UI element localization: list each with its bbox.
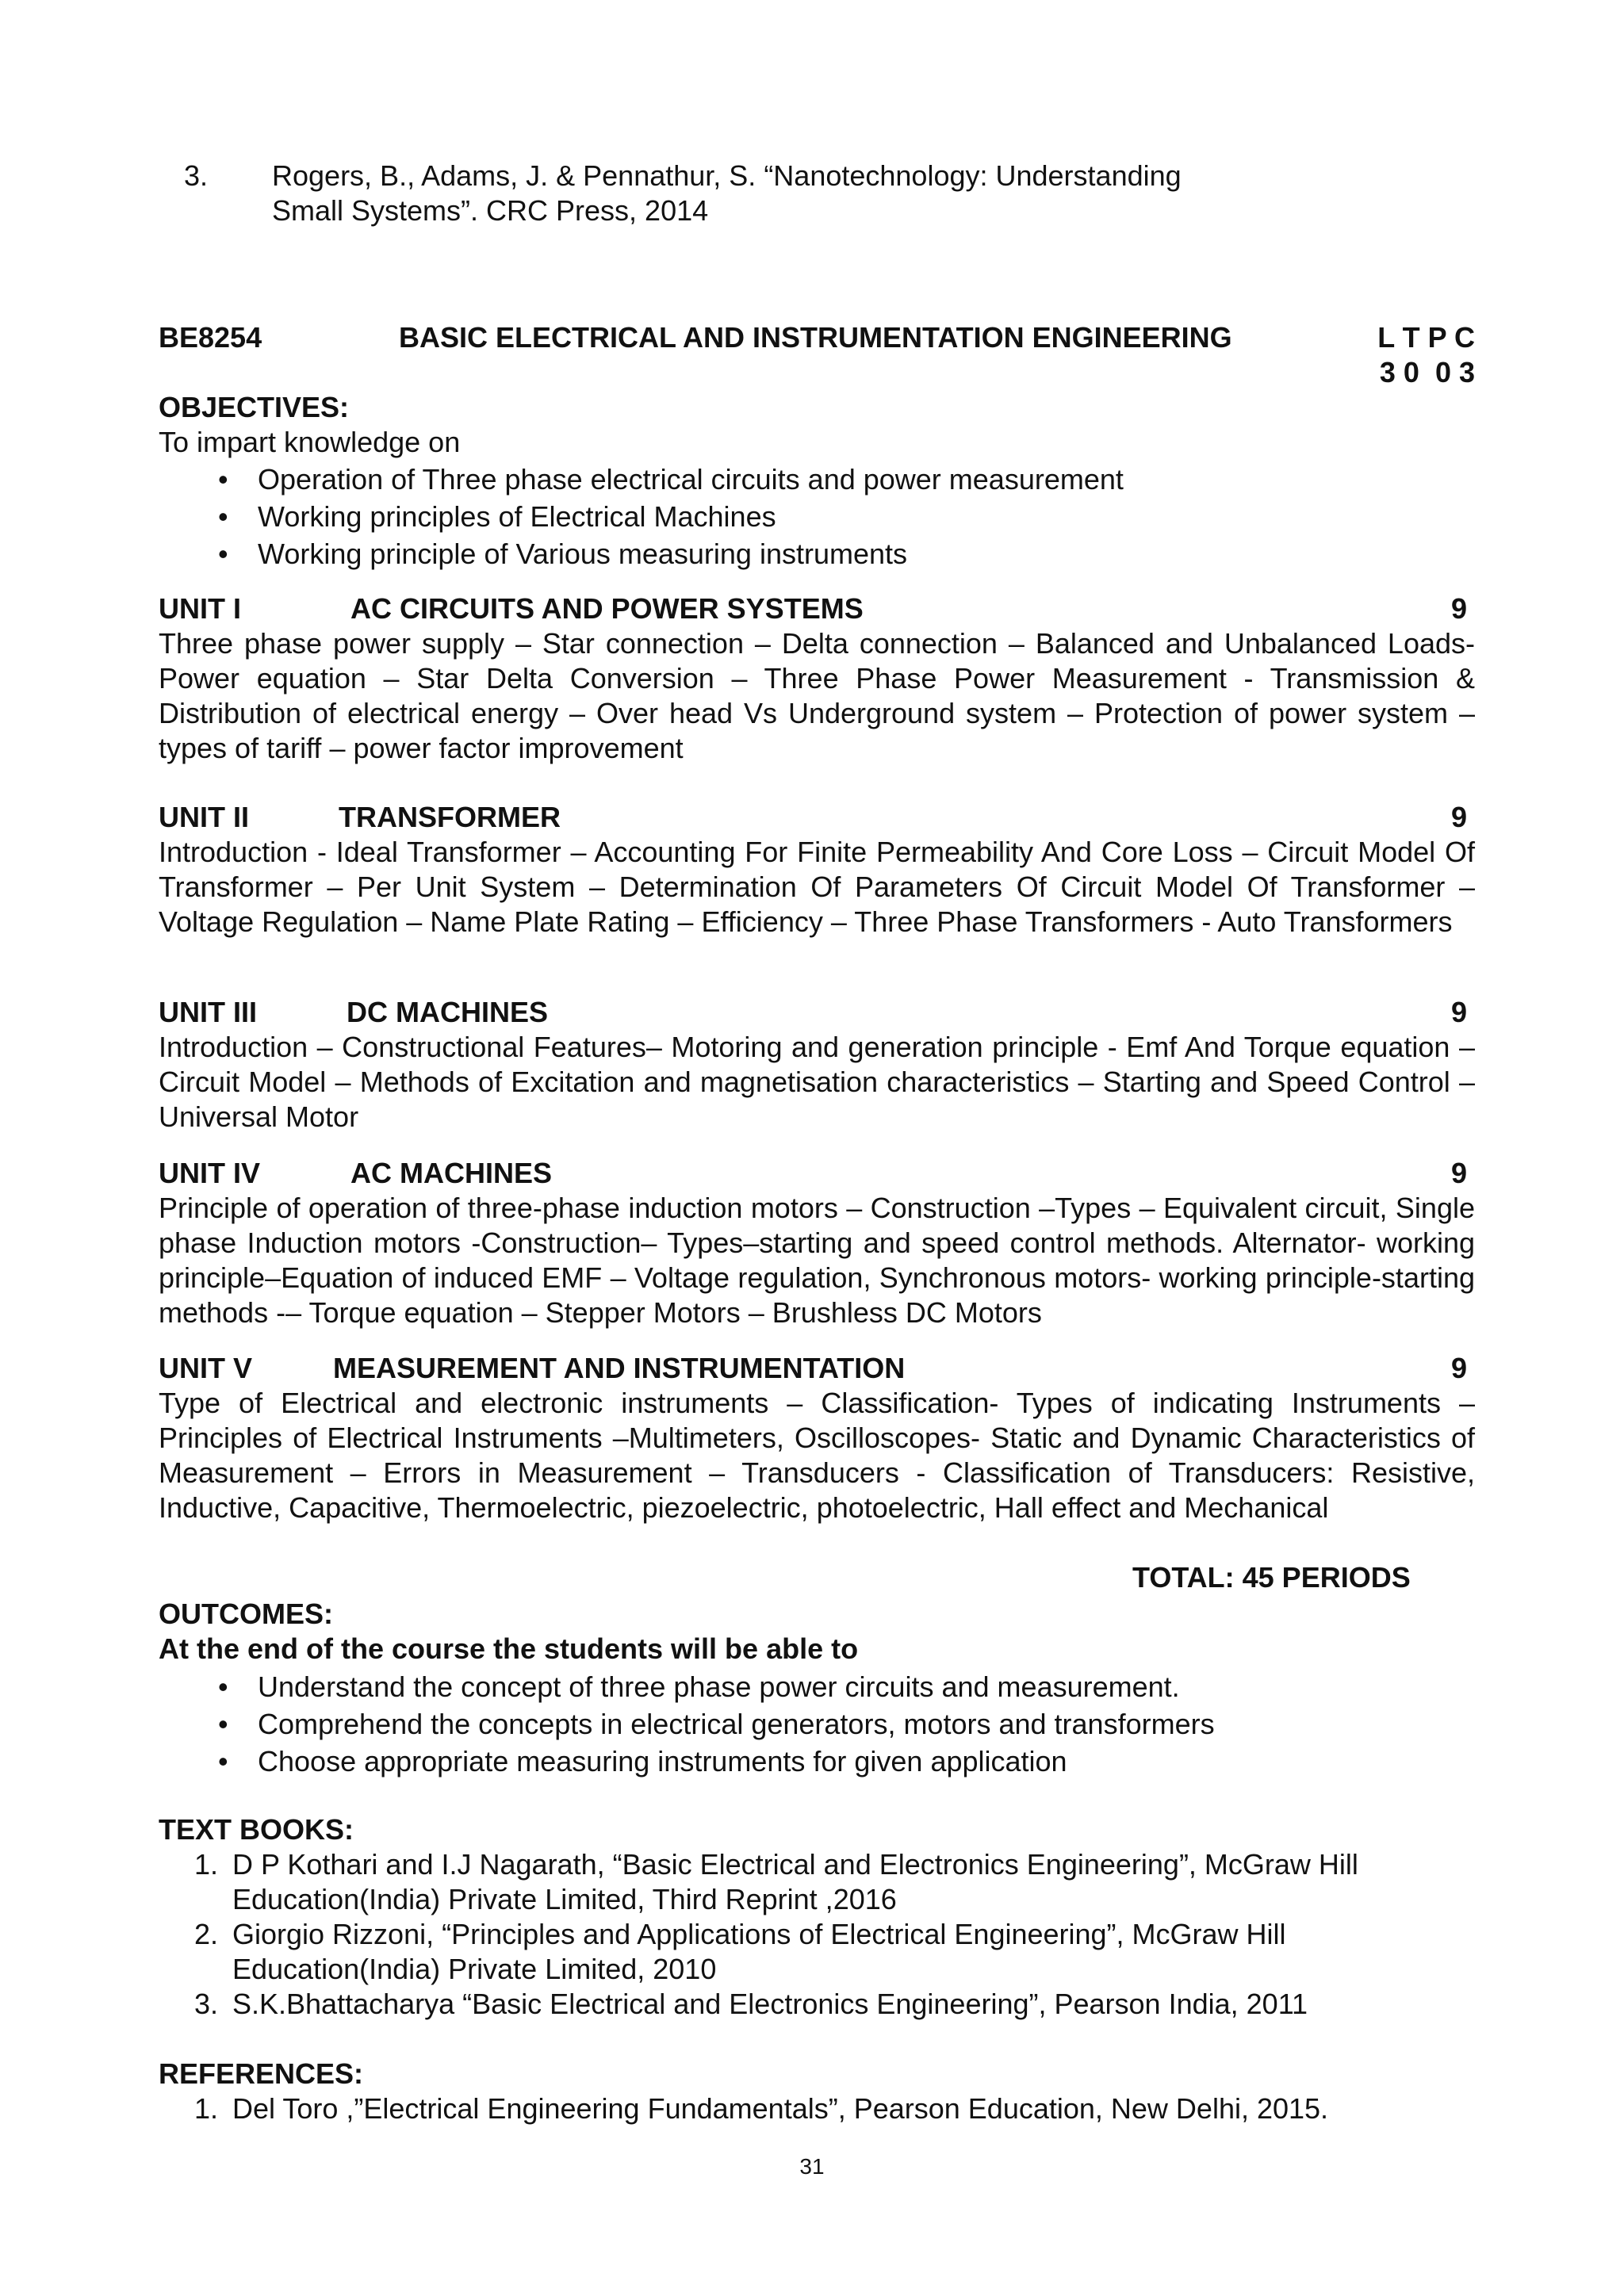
unit-2-content: Introduction - Ideal Transformer – Accounting For Finite Permeability And Core Loss – Circuit Model Of Transformer – Per Unit System – Determination Of Parameters Of Circuit Model Of Transformer – Voltage Regulation – Name Plate Rating – Efficiency – Three Phase Transformers - Auto Transformers (159, 836, 1475, 938)
ltpc-label: L T P C (1377, 321, 1475, 354)
outcomes-list (218, 1668, 1215, 1780)
bullet-icon: • (218, 1708, 228, 1740)
list-item: • Understand the concept of three phase power circuits and measurement. (218, 1668, 1215, 1705)
unit-label: UNIT II (159, 801, 249, 833)
list-item: 3. S.K.Bhattacharya “Basic Electrical and Electronics Engineering”, Pearson India, 2011 (194, 1988, 1308, 2020)
bullet-icon: • (218, 500, 228, 533)
page-number: 31 (799, 2154, 825, 2179)
unit-title: AC CIRCUITS AND POWER SYSTEMS (350, 592, 864, 625)
text-books-list (194, 1847, 1358, 2022)
bullet-icon: • (218, 1745, 228, 1777)
list-item: 2. Giorgio Rizzoni, “Principles and Applications of Electrical Engineering”, McGraw Hill Education(India) Private Limited, 2010 (194, 1918, 1286, 1985)
ltpc-values: 3 0 0 3 (1379, 356, 1475, 388)
course-code: BE8254 (159, 321, 262, 354)
item-number: 3. (194, 1988, 219, 2020)
course-title: BASIC ELECTRICAL AND INSTRUMENTATION ENGINEERING (399, 321, 1232, 354)
unit-1-header (159, 591, 1475, 626)
unit-label: UNIT I (159, 592, 241, 625)
bullet-icon: • (218, 1670, 228, 1703)
bullet-icon: • (218, 463, 228, 496)
item-number: 2. (194, 1918, 219, 1950)
unit-3-header (159, 995, 1475, 1030)
references-list (194, 2091, 1328, 2126)
unit-3-content: Introduction – Constructional Features– Motoring and generation principle - Emf And Torque equation – Circuit Model – Methods of Excitation and magnetisation characteristics – Starting and Speed Control – Universal Motor (159, 1031, 1475, 1133)
unit-2-header (159, 800, 1475, 835)
unit-1-content: Three phase power supply – Star connection – Delta connection – Balanced and Unbalanced Loads- Power equation – Star Delta Conversion – Three Phase Power Measurement - Transmission & Distribution of electrical energy – Over head Vs Underground system – Protection of power system – types of tariff – power factor improvement (159, 627, 1475, 764)
unit-title: AC MACHINES (350, 1157, 553, 1189)
list-item: • Working principle of Various measuring instruments (218, 535, 1124, 572)
list-item: 1. D P Kothari and I.J Nagarath, “Basic Electrical and Electronics Engineering”, McGraw Hill Education(India) Private Limited, Third Reprint ,2016 (194, 1848, 1358, 1915)
unit-label: UNIT IV (159, 1157, 261, 1189)
text-books-heading: TEXT BOOKS: (159, 1813, 354, 1846)
prev-ref-number: 3. (184, 159, 209, 192)
unit-label: UNIT V (159, 1352, 253, 1384)
unit-4-header (159, 1156, 1475, 1191)
unit-5-header (159, 1351, 1475, 1386)
outcomes-heading: OUTCOMES: (159, 1598, 333, 1630)
unit-hours: 9 (1450, 996, 1467, 1028)
unit-title: MEASUREMENT AND INSTRUMENTATION (333, 1352, 906, 1384)
prev-ref-line2: Small Systems”. CRC Press, 2014 (272, 194, 709, 227)
unit-hours: 9 (1450, 801, 1467, 833)
unit-5-content: Type of Electrical and electronic instruments – Classification- Types of indicating Instruments – Principles of Electrical Instruments –Multimeters, Oscilloscopes- Static and Dynamic Characteristics of Measurement – Errors in Measurement – Transducers - Classification of Transducers: Resistive, Inductive, Capacitive, Thermoelectric, piezoelectric, photoelectric, Hall effect and Mechanical (159, 1387, 1475, 1524)
unit-title: DC MACHINES (347, 996, 549, 1028)
unit-title: TRANSFORMER (339, 801, 561, 833)
references-heading: REFERENCES: (159, 2057, 364, 2090)
unit-4-content: Principle of operation of three-phase induction motors – Construction –Types – Equivalent circuit, Single phase Induction motors -Construction– Types–starting and speed control methods. Alternator- working principle–Equation of induced EMF – Voltage regulation, Synchronous motors- working principle-starting methods -– Torque equation – Stepper Motors – Brushless DC Motors (159, 1192, 1475, 1329)
total-periods: TOTAL: 45 PERIODS (1132, 1561, 1411, 1594)
item-number: 1. (194, 2092, 219, 2125)
list-item: • Operation of Three phase electrical circuits and power measurement (218, 461, 1124, 498)
objectives-intro: To impart knowledge on (159, 426, 461, 458)
bullet-icon: • (218, 538, 228, 570)
list-item: 1. Del Toro ,”Electrical Engineering Fundamentals”, Pearson Education, New Delhi, 2015. (194, 2092, 1329, 2125)
unit-hours: 9 (1450, 592, 1467, 625)
objectives-list (218, 461, 1124, 572)
list-item: • Comprehend the concepts in electrical generators, motors and transformers (218, 1705, 1215, 1743)
list-item: • Working principles of Electrical Machines (218, 498, 1124, 535)
unit-hours: 9 (1450, 1352, 1467, 1384)
unit-hours: 9 (1450, 1157, 1467, 1189)
prev-ref-line1: Rogers, B., Adams, J. & Pennathur, S. “Nanotechnology: Understanding (272, 159, 1182, 192)
list-item: • Choose appropriate measuring instruments for given application (218, 1743, 1215, 1780)
unit-label: UNIT III (159, 996, 257, 1028)
outcomes-intro: At the end of the course the students will be able to (159, 1632, 859, 1665)
objectives-heading: OBJECTIVES: (159, 391, 350, 423)
item-number: 1. (194, 1848, 219, 1881)
